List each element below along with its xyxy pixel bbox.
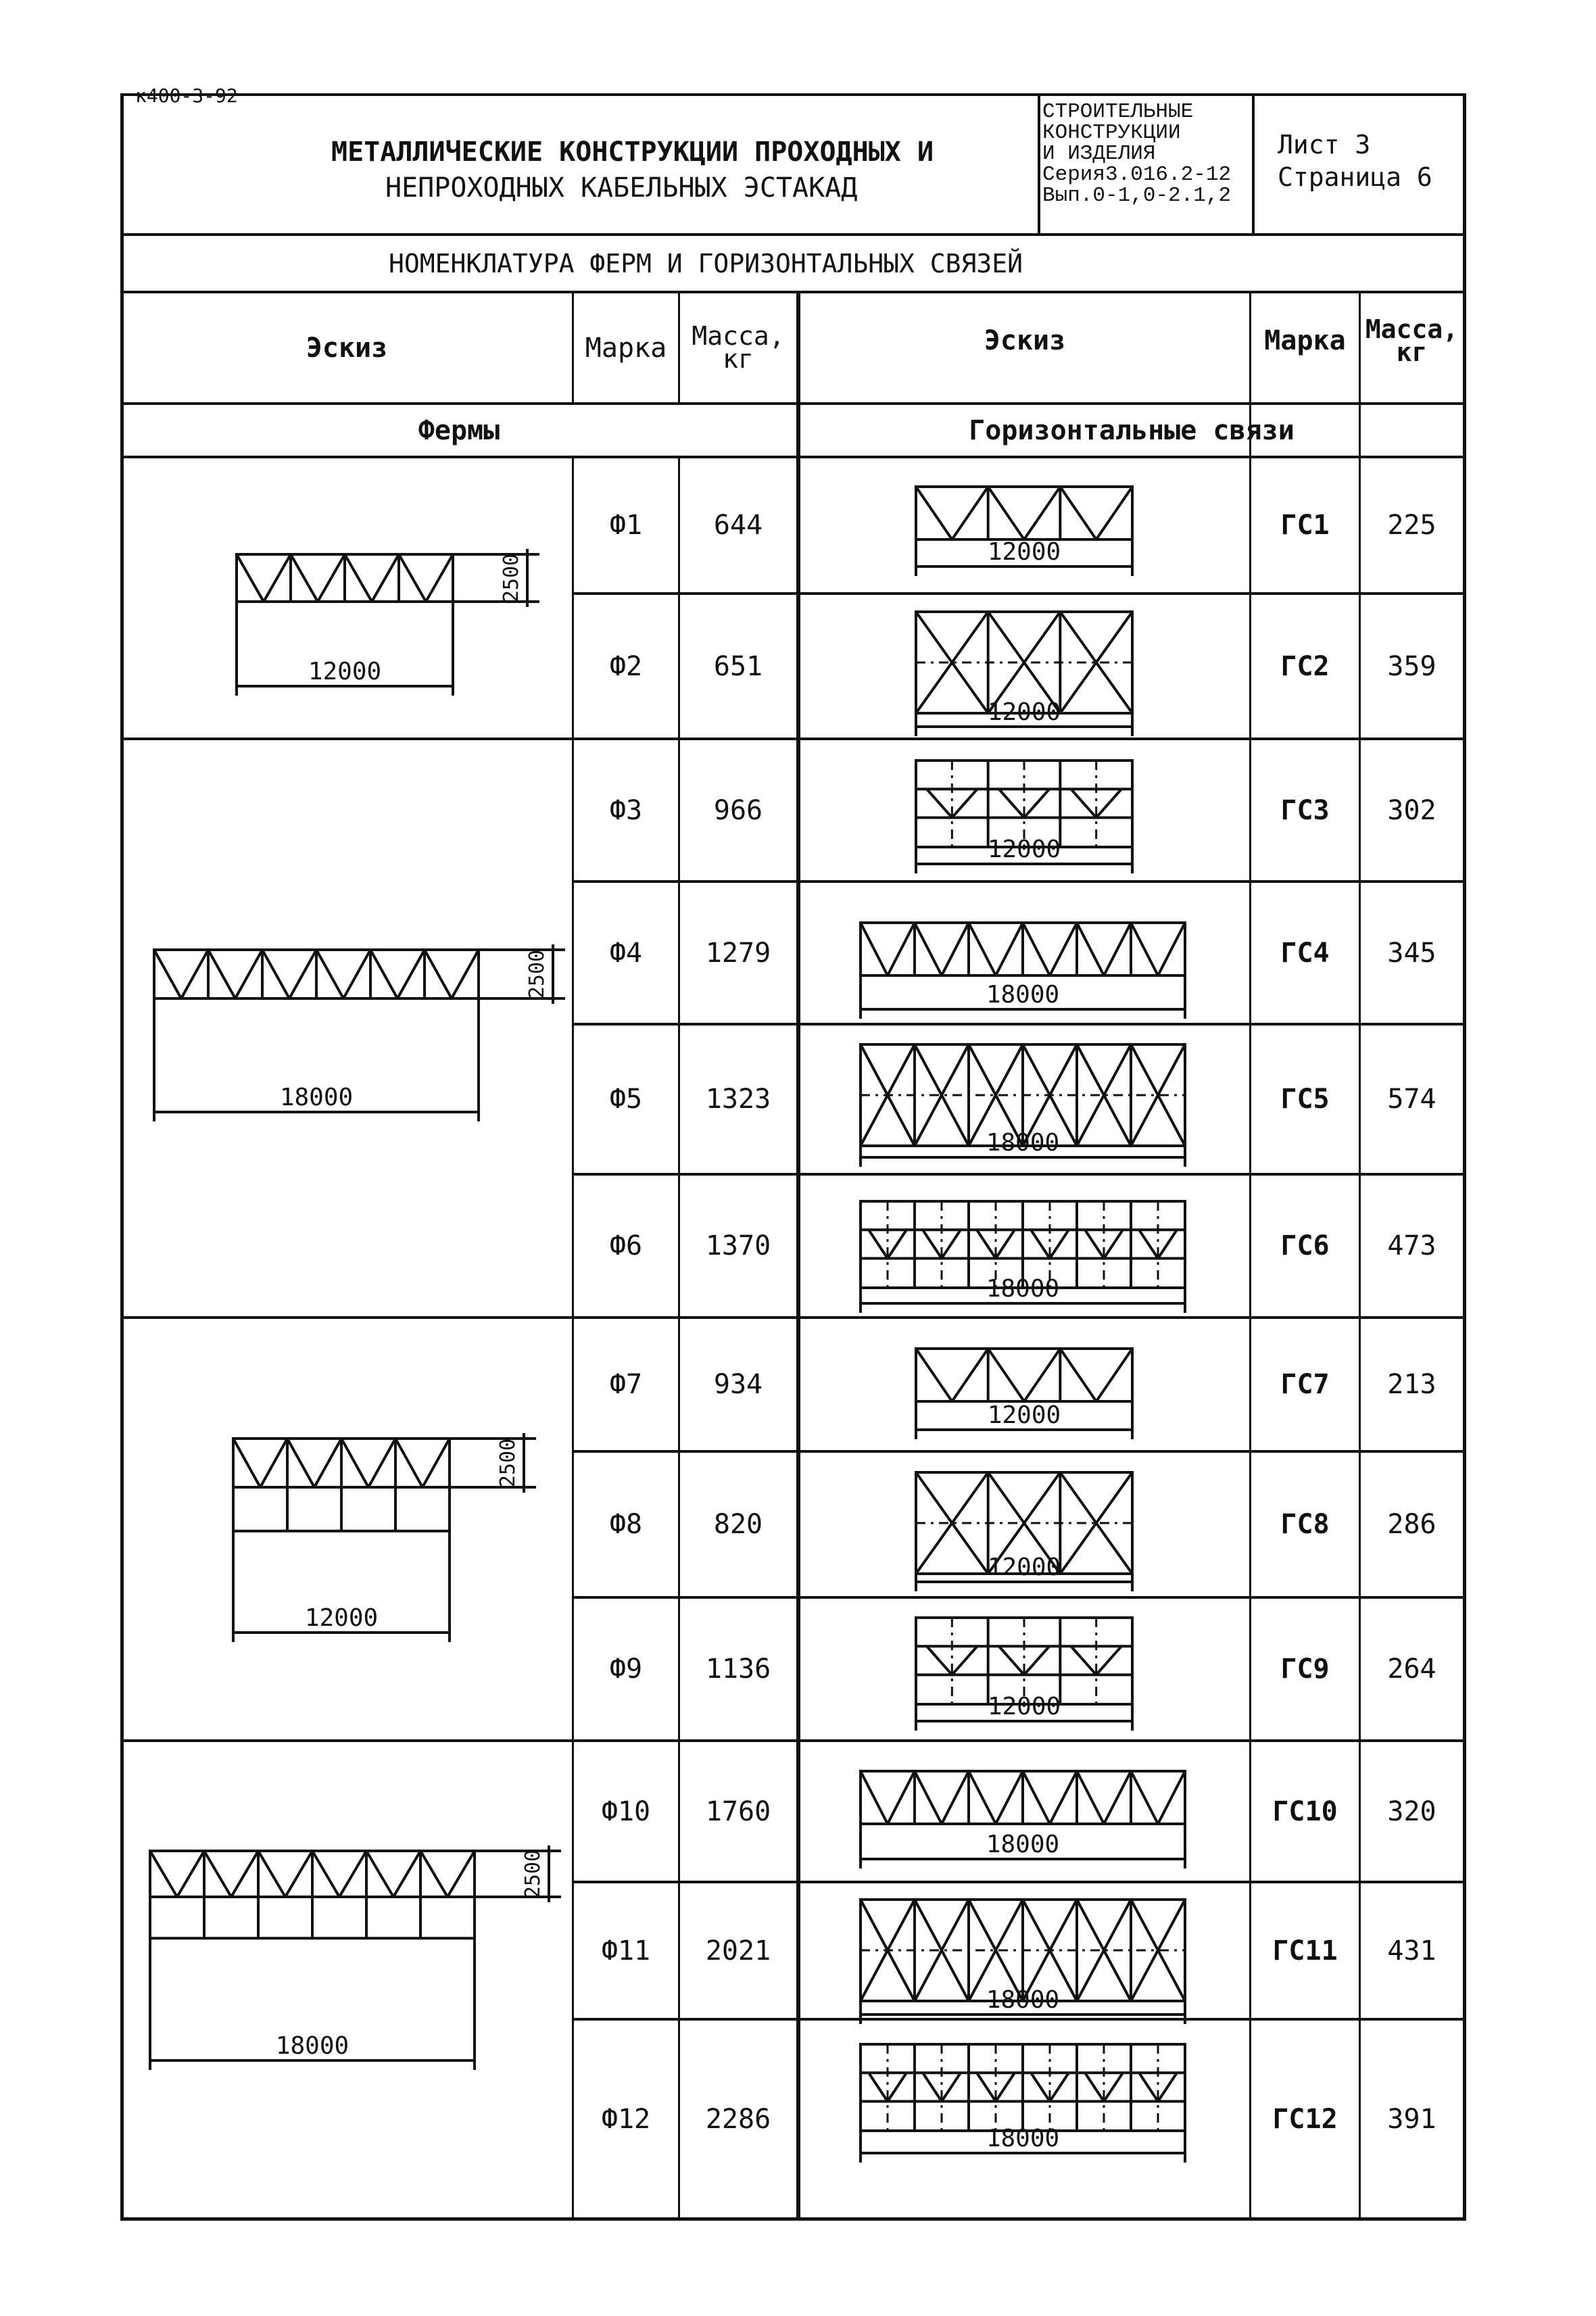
bracing-diagonal [915,1771,942,1824]
header-mark-right: Марка [1264,325,1346,356]
truss-span-label: 18000 [275,2032,349,2060]
bracing-span-label: 12000 [987,1693,1061,1720]
bracing-mark: ГС5 [1280,1084,1330,1115]
truss-diagonal [264,554,291,602]
section-horizontal-bracing: Горизонтальные связи [969,415,1295,446]
bracing-diagonal [927,1646,952,1674]
bracing-diagonal [861,1771,888,1824]
bracing-outline [916,487,1132,539]
bracing-diagonal [1104,923,1131,975]
truss-span-label: 12000 [308,658,382,685]
truss-diagonal [231,1851,258,1897]
bracing-diagonal [1104,1230,1123,1258]
truss-diagonal [258,1851,285,1897]
truss-diagonal [372,554,399,602]
header-mass-right-label: Масса, [1365,314,1459,344]
bracing-diagonal [1050,923,1077,975]
truss-diagonal [289,950,316,998]
truss-mass: 820 [713,1509,763,1540]
truss-mark: Ф4 [609,937,643,969]
bracing-diagonal [1050,1771,1077,1824]
bracing-mass: 264 [1387,1654,1436,1685]
truss-diagonal [397,950,425,998]
bracing-mass: 286 [1387,1509,1436,1540]
truss-mass: 644 [713,510,763,541]
bracing-diagonal [1023,923,1050,975]
bracing-diagonal [969,923,996,975]
truss-diagonal [395,1439,422,1487]
bracing-mark: ГС4 [1280,937,1330,969]
bracing-diagonal [1077,923,1104,975]
bracing-diagonal [996,1230,1015,1258]
header-sketch-left: Эскиз [306,333,388,364]
bracing-diagonal [988,487,1024,539]
truss-mass: 2286 [705,2103,771,2135]
series-line: СТРОИТЕЛЬНЫЕ [1042,100,1194,124]
truss-mark: Ф1 [609,510,643,541]
truss-mark: Ф8 [609,1509,643,1540]
truss-diagonal [399,554,426,602]
bracing-diagonal [1050,1230,1069,1258]
truss-diagonal [181,950,208,998]
bracing-diagonal [869,2073,888,2101]
bracing-diagonal [1096,1646,1121,1674]
truss-mass: 1760 [705,1795,771,1827]
bracing-diagonal [952,789,977,817]
series-line: Серия3.016.2-12 [1042,163,1232,187]
truss-diagonal [370,950,397,998]
series-line: Вып.0-1,0-2.1,2 [1042,184,1232,208]
truss-diagonal [448,1851,475,1897]
bracing-span-label: 12000 [987,1401,1061,1429]
bracing-diagonal [888,1771,915,1824]
bracing-mass: 345 [1387,937,1436,969]
truss-mark: Ф7 [609,1369,643,1400]
truss-height-label: 2500 [496,1438,520,1488]
truss-diagonal [208,950,235,998]
bracing-diagonal [996,923,1023,975]
bracing-span-label: 12000 [987,1553,1061,1581]
header-mark-left: Марка [585,333,667,364]
truss-span-label: 18000 [279,1084,354,1111]
bracing-span-label: 18000 [986,1129,1060,1157]
truss-height-label: 2500 [521,1849,545,1899]
truss-diagonal [318,554,345,602]
bracing-diagonal [942,1771,969,1824]
truss-diagonal [339,1851,366,1897]
bracing-diagonal [1131,1771,1158,1824]
truss-mass: 934 [713,1369,763,1400]
bracing-diagonal [1139,2073,1158,2101]
truss-diagonal [393,1851,420,1897]
bracing-mark: ГС8 [1280,1509,1330,1540]
bracing-mark: ГС9 [1280,1654,1330,1685]
bracing-diagonal [996,1771,1023,1824]
document-title-line-1: МЕТАЛЛИЧЕСКИЕ КОНСТРУКЦИИ ПРОХОДНЫХ И [331,137,934,168]
bracing-mark: ГС7 [1280,1369,1330,1400]
truss-mark: Ф9 [609,1654,643,1685]
bracing-mark: ГС12 [1272,2103,1338,2135]
bracing-mass: 302 [1387,794,1436,826]
bracing-diagonal [1031,1230,1050,1258]
truss-diagonal [287,1439,314,1487]
truss-diagonal [420,1851,448,1897]
bracing-diagonal [1024,789,1049,817]
document-title-line-2: НЕПРОХОДНЫХ КАБЕЛЬНЫХ ЭСТАКАД [385,172,858,203]
truss-mark: Ф6 [609,1230,643,1261]
truss-diagonal [366,1851,393,1897]
header-mass-left-unit: кг [723,344,754,374]
bracing-diagonal [923,1230,942,1258]
section-trusses: Фермы [418,415,500,446]
bracing-diagonal [942,923,969,975]
bracing-diagonal [1104,1771,1131,1824]
bracing-diagonal [1096,1349,1132,1401]
bracing-mass: 225 [1387,510,1436,541]
truss-mass: 2021 [705,1935,771,1967]
bracing-diagonal [952,487,988,539]
bracing-mark: ГС2 [1280,650,1330,682]
header-mass-left-label: Масса, [692,321,785,351]
bracing-diagonal [942,2073,961,2101]
bracing-mass: 359 [1387,650,1436,682]
bracing-diagonal [1158,923,1185,975]
bracing-diagonal [916,487,952,539]
truss-span-label: 12000 [304,1604,379,1632]
bracing-diagonal [999,789,1024,817]
bracing-mass: 431 [1387,1935,1436,1967]
bracing-diagonal [1085,2073,1104,2101]
bracing-diagonal [1077,1771,1104,1824]
truss-mass: 1136 [705,1654,771,1685]
truss-mark: Ф3 [609,794,643,826]
truss-diagonal [452,950,479,998]
bracing-mark: ГС11 [1272,1935,1338,1967]
series-line: И ИЗДЕЛИЯ [1042,142,1156,166]
bracing-diagonal [927,789,952,817]
truss-mark: Ф5 [609,1084,643,1115]
bracing-diagonal [1104,2073,1123,2101]
bracing-span-label: 12000 [987,836,1061,863]
bracing-diagonal [1024,1349,1060,1401]
truss-diagonal [426,554,453,602]
truss-diagonal [422,1439,450,1487]
bracing-diagonal [1024,1646,1049,1674]
truss-diagonal [235,950,262,998]
truss-mass: 1370 [705,1230,771,1261]
bracing-diagonal [1096,487,1132,539]
bracing-diagonal [952,1646,977,1674]
bracing-diagonal [1085,1230,1104,1258]
bracing-diagonal [942,1230,961,1258]
table-title: НОМЕНКЛАТУРА ФЕРМ И ГОРИЗОНТАЛЬНЫХ СВЯЗЕЙ [389,248,1023,279]
truss-mass: 1323 [705,1084,771,1115]
truss-diagonal [233,1439,260,1487]
bracing-outline [916,1349,1132,1401]
bracing-diagonal [1023,1771,1050,1824]
bracing-mass: 473 [1387,1230,1436,1261]
truss-mass: 966 [713,794,763,826]
bracing-diagonal [1158,2073,1177,2101]
bracing-mass: 391 [1387,2103,1436,2135]
bracing-diagonal [923,2073,942,2101]
bracing-mark: ГС10 [1272,1795,1338,1827]
truss-mark: Ф11 [601,1935,651,1967]
truss-diagonal [154,950,181,998]
bracing-diagonal [888,923,915,975]
bracing-diagonal [1071,789,1096,817]
bracing-diagonal [1060,1349,1096,1401]
bracing-span-label: 18000 [986,981,1060,1009]
truss-diagonal [204,1851,231,1897]
truss-diagonal [262,950,289,998]
bracing-diagonal [869,1230,888,1258]
truss-diagonal [260,1439,287,1487]
truss-diagonal [316,950,343,998]
bracing-diagonal [888,1230,906,1258]
truss-mass: 1279 [705,937,771,969]
bracing-diagonal [915,923,942,975]
bracing-diagonal [1050,2073,1069,2101]
truss-diagonal [341,1439,368,1487]
bracing-diagonal [1031,2073,1050,2101]
truss-height-label: 2500 [525,949,549,999]
bracing-diagonal [988,1349,1024,1401]
truss-mass: 651 [713,650,763,682]
truss-diagonal [368,1439,395,1487]
bracing-diagonal [996,2073,1015,2101]
bracing-span-label: 18000 [986,2125,1060,2152]
truss-diagonal [291,554,318,602]
bracing-diagonal [969,1771,996,1824]
bracing-diagonal [861,923,888,975]
truss-diagonal [177,1851,204,1897]
bracing-diagonal [1158,1230,1177,1258]
bracing-diagonal [1096,789,1121,817]
bracing-diagonal [1060,487,1096,539]
bracing-span-label: 18000 [986,1831,1060,1858]
truss-mark: Ф10 [601,1795,651,1827]
bracing-diagonal [916,1349,952,1401]
truss-diagonal [237,554,264,602]
header-sketch-right: Эскиз [984,325,1066,356]
sheet-number: Лист 3 [1278,130,1371,160]
truss-diagonal [312,1851,339,1897]
bracing-span-label: 18000 [986,1986,1060,2014]
bracing-mark: ГС3 [1280,794,1330,826]
truss-height-label: 2500 [500,553,523,603]
bracing-diagonal [1071,1646,1096,1674]
bracing-span-label: 18000 [986,1275,1060,1303]
bracing-mass: 320 [1387,1795,1436,1827]
bracing-mark: ГС6 [1280,1230,1330,1261]
truss-diagonal [425,950,452,998]
truss-mark: Ф12 [601,2103,651,2135]
bracing-span-label: 12000 [987,538,1061,566]
bracing-span-label: 12000 [987,698,1061,726]
bracing-mass: 574 [1387,1084,1436,1115]
truss-diagonal [343,950,370,998]
truss-diagonal [345,554,372,602]
page-number: Страница 6 [1278,162,1432,192]
bracing-diagonal [888,2073,906,2101]
truss-mark: Ф2 [609,650,643,682]
bracing-diagonal [952,1349,988,1401]
bracing-diagonal [1024,487,1060,539]
bracing-diagonal [977,2073,996,2101]
truss-diagonal [285,1851,312,1897]
bracing-mark: ГС1 [1280,510,1330,541]
bracing-diagonal [1158,1771,1185,1824]
bracing-diagonal [1139,1230,1158,1258]
bracing-diagonal [1131,923,1158,975]
bracing-diagonal [999,1646,1024,1674]
truss-diagonal [150,1851,177,1897]
bracing-diagonal [977,1230,996,1258]
truss-diagonal [314,1439,341,1487]
series-line: КОНСТРУКЦИИ [1042,121,1181,145]
bracing-mass: 213 [1387,1369,1436,1400]
header-mass-right-unit: кг [1396,337,1428,367]
